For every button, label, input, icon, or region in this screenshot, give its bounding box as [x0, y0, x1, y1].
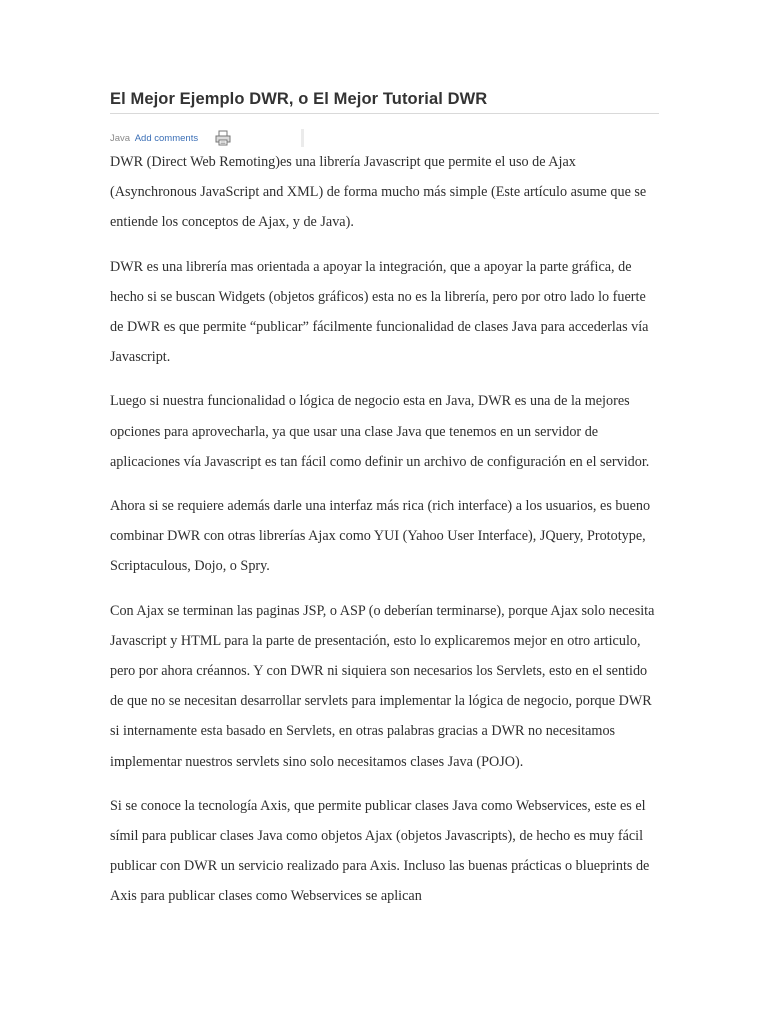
article-title: El Mejor Ejemplo DWR, o El Mejor Tutorial DWR	[110, 90, 659, 114]
paragraph: Con Ajax se terminan las paginas JSP, o ASP (o deberían terminarse), porque Ajax solo necesita Javascript y HTML para la parte de presentación, esto lo explicaremos mejor en otro articulo, pero por ahora créannos. Y con DWR ni siquiera son necesarios los Servlets, esto en el sentido de que no se necesitan desarrollar servlets para implementar la lógica de negocio, porque DWR si internamente esta basado en Servlets, en otras palabras gracias a DWR no necesitamos implementar nuestros servlets sino solo necesitamos clases Java (POJO).	[110, 602, 655, 770]
paragraph: Si se conoce la tecnología Axis, que permite publicar clases Java como Webservices, este es el símil para publicar clases Java como objetos Ajax (objetos Javascripts), de hecho es muy fácil publicar con DWR un servicio realizado para Axis. Incluso las buenas prácticas o blueprints de Axis para publicar clases como Webservices se aplican	[110, 797, 650, 905]
meta-divider	[301, 129, 304, 147]
category-link[interactable]: Java	[110, 133, 131, 144]
paragraph: Luego si nuestra funcionalidad o lógica de negocio esta en Java, DWR es una de la mejores opciones para aprovecharla, ya que usar una clase Java que tenemos en un servidor de aplicaciones vía Javascript es tan fácil como definir un archivo de configuración en el servidor.	[110, 393, 650, 470]
paragraph: DWR (Direct Web Remoting)es una librería Javascript que permite el uso de Ajax (Asynchronous JavaScript and XML) de forma mucho más simple (Este artículo asume que se entiende los conceptos de Ajax, y de Java).	[110, 154, 647, 231]
paragraph: DWR es una librería mas orientada a apoyar la integración, que a apoyar la parte gráfica, de hecho si se buscan Widgets (objetos gráficos) esta no es la librería, pero por otro lado lo fuerte de DWR es que permite “publicar” fácilmente funcionalidad de clases Java para accederlas vía Javascript.	[110, 258, 649, 366]
add-comments-link[interactable]: Add comments	[134, 133, 199, 144]
paragraph: Ahora si se requiere además darle una interfaz más rica (rich interface) a los usuarios, es bueno combinar DWR con otras librerías Ajax como YUI (Yahoo User Interface), JQuery, Prototype, Scriptaculous, Dojo, o Spry.	[110, 498, 651, 575]
print-icon[interactable]	[214, 130, 232, 146]
article-meta	[110, 133, 659, 153]
article	[110, 90, 659, 926]
article-body	[110, 147, 659, 912]
